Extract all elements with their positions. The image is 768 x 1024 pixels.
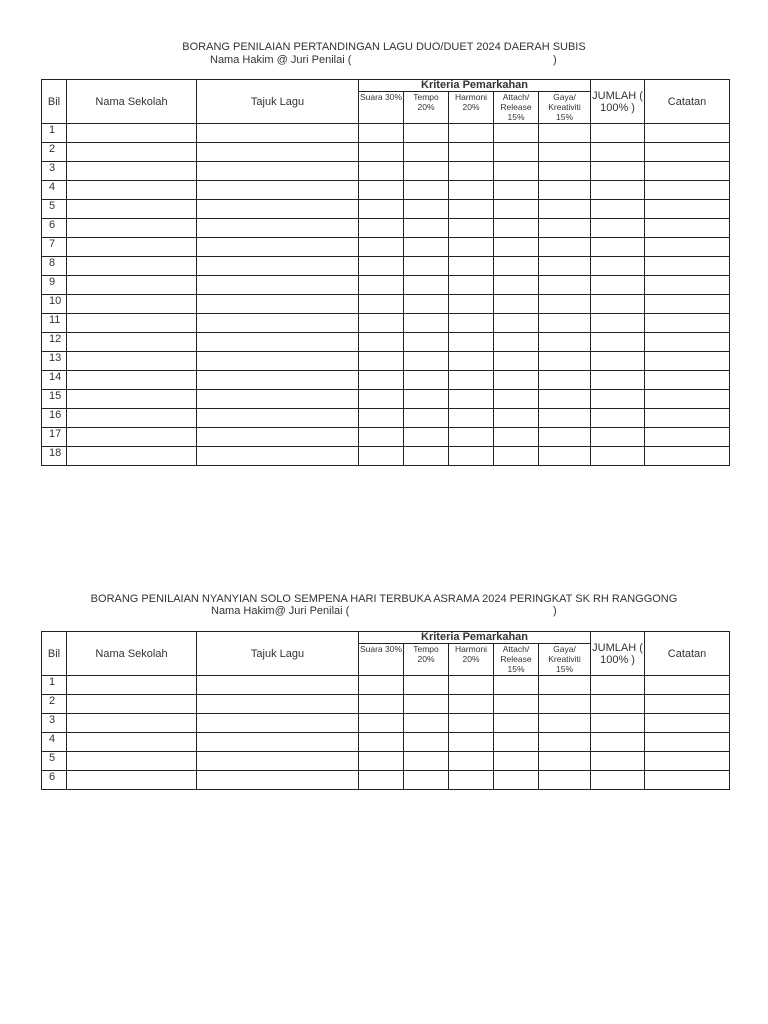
cell-tajuk-lagu[interactable]	[197, 409, 359, 428]
cell-attach-release[interactable]	[494, 181, 539, 200]
cell-attach-release[interactable]	[494, 219, 539, 238]
cell-suara[interactable]	[359, 390, 404, 409]
cell-jumlah[interactable]	[591, 447, 645, 466]
cell-catatan[interactable]	[645, 143, 730, 162]
cell-suara[interactable]	[359, 219, 404, 238]
row-number: 6	[42, 771, 67, 790]
cell-attach-release[interactable]	[494, 257, 539, 276]
cell-jumlah[interactable]	[591, 714, 645, 733]
cell-nama-sekolah[interactable]	[67, 162, 197, 181]
form2-judge-label: Nama Hakim@ Juri Penilai (	[211, 605, 350, 617]
row-number: 9	[42, 276, 67, 295]
table-row	[42, 162, 730, 181]
cell-tempo[interactable]	[404, 714, 449, 733]
header-gaya-kreativiti: Gaya/ Kreativiti 15%	[539, 92, 591, 124]
cell-nama-sekolah[interactable]	[67, 714, 197, 733]
cell-gaya-kreativiti[interactable]	[539, 371, 591, 390]
row-number: 1	[42, 124, 67, 143]
cell-attach-release[interactable]	[494, 695, 539, 714]
cell-catatan[interactable]	[645, 238, 730, 257]
cell-harmoni[interactable]	[449, 257, 494, 276]
table-row	[42, 752, 730, 771]
row-number: 16	[42, 409, 67, 428]
table-row	[42, 200, 730, 219]
cell-jumlah[interactable]	[591, 276, 645, 295]
row-number: 13	[42, 352, 67, 371]
cell-harmoni[interactable]	[449, 352, 494, 371]
cell-gaya-kreativiti[interactable]	[539, 390, 591, 409]
cell-jumlah[interactable]	[591, 314, 645, 333]
cell-jumlah[interactable]	[591, 428, 645, 447]
table-row	[42, 257, 730, 276]
cell-attach-release[interactable]	[494, 143, 539, 162]
form2-score-table	[41, 631, 730, 790]
header-jumlah: JUMLAH ( 100% )	[591, 632, 645, 676]
cell-catatan[interactable]	[645, 200, 730, 219]
cell-harmoni[interactable]	[449, 695, 494, 714]
form1-judge-label: Nama Hakim @ Juri Penilai (	[210, 54, 352, 66]
cell-suara[interactable]	[359, 695, 404, 714]
cell-tempo[interactable]	[404, 409, 449, 428]
table-row	[42, 238, 730, 257]
cell-gaya-kreativiti[interactable]	[539, 143, 591, 162]
cell-attach-release[interactable]	[494, 371, 539, 390]
cell-attach-release[interactable]	[494, 124, 539, 143]
cell-tempo[interactable]	[404, 295, 449, 314]
row-number: 1	[42, 676, 67, 695]
cell-harmoni[interactable]	[449, 752, 494, 771]
cell-nama-sekolah[interactable]	[67, 428, 197, 447]
cell-tempo[interactable]	[404, 276, 449, 295]
cell-tajuk-lagu[interactable]	[197, 219, 359, 238]
cell-attach-release[interactable]	[494, 676, 539, 695]
cell-suara[interactable]	[359, 428, 404, 447]
cell-tajuk-lagu[interactable]	[197, 200, 359, 219]
cell-tempo[interactable]	[404, 733, 449, 752]
table-row	[42, 124, 730, 143]
cell-catatan[interactable]	[645, 124, 730, 143]
cell-catatan[interactable]	[645, 162, 730, 181]
header-gaya-kreativiti: Gaya/ Kreativiti 15%	[539, 644, 591, 676]
row-number: 17	[42, 428, 67, 447]
cell-tajuk-lagu[interactable]	[197, 162, 359, 181]
cell-tajuk-lagu[interactable]	[197, 695, 359, 714]
cell-tempo[interactable]	[404, 257, 449, 276]
cell-suara[interactable]	[359, 295, 404, 314]
header-kriteria: Kriteria Pemarkahan	[359, 632, 591, 644]
header-suara: Suara 30%	[359, 644, 404, 676]
cell-tajuk-lagu[interactable]	[197, 733, 359, 752]
row-number: 3	[42, 162, 67, 181]
cell-suara[interactable]	[359, 371, 404, 390]
cell-suara[interactable]	[359, 447, 404, 466]
cell-jumlah[interactable]	[591, 181, 645, 200]
table-row	[42, 676, 730, 695]
cell-catatan[interactable]	[645, 409, 730, 428]
cell-tempo[interactable]	[404, 200, 449, 219]
cell-suara[interactable]	[359, 143, 404, 162]
cell-attach-release[interactable]	[494, 714, 539, 733]
cell-tajuk-lagu[interactable]	[197, 314, 359, 333]
cell-harmoni[interactable]	[449, 295, 494, 314]
cell-attach-release[interactable]	[494, 352, 539, 371]
table-row	[42, 276, 730, 295]
cell-harmoni[interactable]	[449, 276, 494, 295]
cell-attach-release[interactable]	[494, 314, 539, 333]
cell-gaya-kreativiti[interactable]	[539, 295, 591, 314]
form2-judge-close: )	[553, 605, 557, 617]
cell-nama-sekolah[interactable]	[67, 390, 197, 409]
row-number: 18	[42, 447, 67, 466]
cell-gaya-kreativiti[interactable]	[539, 333, 591, 352]
cell-harmoni[interactable]	[449, 428, 494, 447]
cell-harmoni[interactable]	[449, 333, 494, 352]
cell-attach-release[interactable]	[494, 771, 539, 790]
cell-gaya-kreativiti[interactable]	[539, 162, 591, 181]
cell-tajuk-lagu[interactable]	[197, 714, 359, 733]
cell-nama-sekolah[interactable]	[67, 409, 197, 428]
cell-tempo[interactable]	[404, 162, 449, 181]
cell-nama-sekolah[interactable]	[67, 676, 197, 695]
cell-harmoni[interactable]	[449, 200, 494, 219]
cell-catatan[interactable]	[645, 257, 730, 276]
cell-gaya-kreativiti[interactable]	[539, 181, 591, 200]
cell-attach-release[interactable]	[494, 333, 539, 352]
cell-catatan[interactable]	[645, 371, 730, 390]
header-attach-release: Attach/ Release 15%	[494, 92, 539, 124]
row-number: 5	[42, 200, 67, 219]
header-tajuk-lagu: Tajuk Lagu	[197, 80, 359, 124]
cell-tempo[interactable]	[404, 314, 449, 333]
cell-harmoni[interactable]	[449, 238, 494, 257]
cell-gaya-kreativiti[interactable]	[539, 714, 591, 733]
cell-gaya-kreativiti[interactable]	[539, 695, 591, 714]
cell-nama-sekolah[interactable]	[67, 219, 197, 238]
cell-suara[interactable]	[359, 333, 404, 352]
cell-suara[interactable]	[359, 676, 404, 695]
cell-nama-sekolah[interactable]	[67, 352, 197, 371]
header-tempo: Tempo 20%	[404, 644, 449, 676]
cell-catatan[interactable]	[645, 428, 730, 447]
cell-catatan[interactable]	[645, 695, 730, 714]
cell-gaya-kreativiti[interactable]	[539, 447, 591, 466]
cell-catatan[interactable]	[645, 352, 730, 371]
cell-gaya-kreativiti[interactable]	[539, 238, 591, 257]
cell-tempo[interactable]	[404, 333, 449, 352]
cell-tajuk-lagu[interactable]	[197, 752, 359, 771]
table-row	[42, 181, 730, 200]
cell-tempo[interactable]	[404, 352, 449, 371]
cell-catatan[interactable]	[645, 752, 730, 771]
row-number: 14	[42, 371, 67, 390]
table-row	[42, 428, 730, 447]
cell-suara[interactable]	[359, 733, 404, 752]
cell-nama-sekolah[interactable]	[67, 695, 197, 714]
cell-jumlah[interactable]	[591, 295, 645, 314]
cell-tempo[interactable]	[404, 124, 449, 143]
table-row	[42, 333, 730, 352]
cell-suara[interactable]	[359, 124, 404, 143]
cell-harmoni[interactable]	[449, 181, 494, 200]
header-nama-sekolah: Nama Sekolah	[67, 80, 197, 124]
form1-judge-close: )	[553, 54, 557, 66]
cell-nama-sekolah[interactable]	[67, 124, 197, 143]
header-suara: Suara 30%	[359, 92, 404, 124]
cell-catatan[interactable]	[645, 276, 730, 295]
row-number: 7	[42, 238, 67, 257]
table-row	[42, 295, 730, 314]
header-bil: Bil	[42, 632, 67, 676]
cell-gaya-kreativiti[interactable]	[539, 676, 591, 695]
cell-gaya-kreativiti[interactable]	[539, 276, 591, 295]
table-row	[42, 409, 730, 428]
cell-harmoni[interactable]	[449, 162, 494, 181]
cell-gaya-kreativiti[interactable]	[539, 733, 591, 752]
cell-tempo[interactable]	[404, 676, 449, 695]
row-number: 12	[42, 333, 67, 352]
cell-suara[interactable]	[359, 714, 404, 733]
cell-tempo[interactable]	[404, 390, 449, 409]
cell-nama-sekolah[interactable]	[67, 333, 197, 352]
row-number: 4	[42, 733, 67, 752]
cell-catatan[interactable]	[645, 714, 730, 733]
row-number: 10	[42, 295, 67, 314]
cell-attach-release[interactable]	[494, 238, 539, 257]
cell-harmoni[interactable]	[449, 771, 494, 790]
cell-tempo[interactable]	[404, 143, 449, 162]
cell-tempo[interactable]	[404, 219, 449, 238]
cell-jumlah[interactable]	[591, 124, 645, 143]
cell-catatan[interactable]	[645, 733, 730, 752]
cell-tempo[interactable]	[404, 752, 449, 771]
cell-suara[interactable]	[359, 200, 404, 219]
cell-tajuk-lagu[interactable]	[197, 333, 359, 352]
table-row	[42, 390, 730, 409]
cell-jumlah[interactable]	[591, 676, 645, 695]
cell-harmoni[interactable]	[449, 314, 494, 333]
header-catatan: Catatan	[645, 632, 730, 676]
cell-harmoni[interactable]	[449, 143, 494, 162]
header-nama-sekolah: Nama Sekolah	[67, 632, 197, 676]
cell-nama-sekolah[interactable]	[67, 257, 197, 276]
cell-nama-sekolah[interactable]	[67, 276, 197, 295]
cell-suara[interactable]	[359, 314, 404, 333]
cell-suara[interactable]	[359, 352, 404, 371]
header-tajuk-lagu: Tajuk Lagu	[197, 632, 359, 676]
cell-jumlah[interactable]	[591, 162, 645, 181]
cell-harmoni[interactable]	[449, 390, 494, 409]
cell-tajuk-lagu[interactable]	[197, 428, 359, 447]
cell-attach-release[interactable]	[494, 162, 539, 181]
cell-tajuk-lagu[interactable]	[197, 143, 359, 162]
cell-nama-sekolah[interactable]	[67, 200, 197, 219]
cell-tempo[interactable]	[404, 771, 449, 790]
row-number: 2	[42, 143, 67, 162]
table-row	[42, 695, 730, 714]
header-jumlah: JUMLAH ( 100% )	[591, 80, 645, 124]
cell-attach-release[interactable]	[494, 428, 539, 447]
cell-tajuk-lagu[interactable]	[197, 257, 359, 276]
cell-jumlah[interactable]	[591, 752, 645, 771]
cell-jumlah[interactable]	[591, 200, 645, 219]
cell-catatan[interactable]	[645, 390, 730, 409]
cell-harmoni[interactable]	[449, 676, 494, 695]
cell-gaya-kreativiti[interactable]	[539, 771, 591, 790]
cell-jumlah[interactable]	[591, 257, 645, 276]
cell-harmoni[interactable]	[449, 447, 494, 466]
form1-title: BORANG PENILAIAN PERTANDINGAN LAGU DUO/DUET 2024 DAERAH SUBIS	[182, 41, 586, 53]
cell-catatan[interactable]	[645, 181, 730, 200]
cell-tajuk-lagu[interactable]	[197, 124, 359, 143]
cell-gaya-kreativiti[interactable]	[539, 409, 591, 428]
cell-jumlah[interactable]	[591, 238, 645, 257]
cell-suara[interactable]	[359, 752, 404, 771]
cell-gaya-kreativiti[interactable]	[539, 219, 591, 238]
cell-nama-sekolah[interactable]	[67, 295, 197, 314]
cell-tajuk-lagu[interactable]	[197, 352, 359, 371]
cell-gaya-kreativiti[interactable]	[539, 428, 591, 447]
cell-attach-release[interactable]	[494, 752, 539, 771]
cell-harmoni[interactable]	[449, 219, 494, 238]
cell-tajuk-lagu[interactable]	[197, 447, 359, 466]
table-row	[42, 771, 730, 790]
header-attach-release: Attach/ Release 15%	[494, 644, 539, 676]
cell-suara[interactable]	[359, 276, 404, 295]
cell-catatan[interactable]	[645, 771, 730, 790]
cell-jumlah[interactable]	[591, 352, 645, 371]
header-harmoni: Harmoni 20%	[449, 92, 494, 124]
cell-gaya-kreativiti[interactable]	[539, 352, 591, 371]
cell-nama-sekolah[interactable]	[67, 771, 197, 790]
cell-tajuk-lagu[interactable]	[197, 390, 359, 409]
cell-jumlah[interactable]	[591, 695, 645, 714]
cell-attach-release[interactable]	[494, 447, 539, 466]
row-number: 3	[42, 714, 67, 733]
cell-jumlah[interactable]	[591, 219, 645, 238]
cell-gaya-kreativiti[interactable]	[539, 314, 591, 333]
cell-nama-sekolah[interactable]	[67, 314, 197, 333]
cell-tajuk-lagu[interactable]	[197, 276, 359, 295]
table-row	[42, 371, 730, 390]
cell-suara[interactable]	[359, 257, 404, 276]
cell-tempo[interactable]	[404, 695, 449, 714]
cell-tempo[interactable]	[404, 428, 449, 447]
table-row	[42, 733, 730, 752]
cell-catatan[interactable]	[645, 333, 730, 352]
cell-suara[interactable]	[359, 238, 404, 257]
cell-suara[interactable]	[359, 162, 404, 181]
cell-tempo[interactable]	[404, 181, 449, 200]
table-row	[42, 314, 730, 333]
cell-tempo[interactable]	[404, 371, 449, 390]
header-tempo: Tempo 20%	[404, 92, 449, 124]
cell-nama-sekolah[interactable]	[67, 733, 197, 752]
cell-attach-release[interactable]	[494, 390, 539, 409]
cell-catatan[interactable]	[645, 295, 730, 314]
row-number: 4	[42, 181, 67, 200]
cell-tajuk-lagu[interactable]	[197, 771, 359, 790]
cell-gaya-kreativiti[interactable]	[539, 257, 591, 276]
header-kriteria: Kriteria Pemarkahan	[359, 80, 591, 92]
cell-tempo[interactable]	[404, 447, 449, 466]
cell-catatan[interactable]	[645, 447, 730, 466]
cell-tajuk-lagu[interactable]	[197, 676, 359, 695]
cell-nama-sekolah[interactable]	[67, 752, 197, 771]
cell-nama-sekolah[interactable]	[67, 238, 197, 257]
row-number: 8	[42, 257, 67, 276]
cell-jumlah[interactable]	[591, 143, 645, 162]
cell-attach-release[interactable]	[494, 276, 539, 295]
cell-tajuk-lagu[interactable]	[197, 238, 359, 257]
form2-title: BORANG PENILAIAN NYANYIAN SOLO SEMPENA HARI TERBUKA ASRAMA 2024 PERINGKAT SK RH RANGGONG	[90, 593, 678, 605]
table-row	[42, 447, 730, 466]
cell-gaya-kreativiti[interactable]	[539, 200, 591, 219]
row-number: 2	[42, 695, 67, 714]
cell-attach-release[interactable]	[494, 200, 539, 219]
header-bil: Bil	[42, 80, 67, 124]
cell-harmoni[interactable]	[449, 714, 494, 733]
cell-attach-release[interactable]	[494, 409, 539, 428]
cell-suara[interactable]	[359, 409, 404, 428]
row-number: 6	[42, 219, 67, 238]
header-harmoni: Harmoni 20%	[449, 644, 494, 676]
cell-jumlah[interactable]	[591, 333, 645, 352]
cell-attach-release[interactable]	[494, 295, 539, 314]
cell-gaya-kreativiti[interactable]	[539, 752, 591, 771]
cell-nama-sekolah[interactable]	[67, 371, 197, 390]
row-number: 5	[42, 752, 67, 771]
cell-nama-sekolah[interactable]	[67, 143, 197, 162]
cell-suara[interactable]	[359, 771, 404, 790]
table-row	[42, 143, 730, 162]
cell-nama-sekolah[interactable]	[67, 181, 197, 200]
cell-jumlah[interactable]	[591, 771, 645, 790]
cell-harmoni[interactable]	[449, 371, 494, 390]
cell-tajuk-lagu[interactable]	[197, 181, 359, 200]
table-row	[42, 219, 730, 238]
row-number: 15	[42, 390, 67, 409]
cell-nama-sekolah[interactable]	[67, 447, 197, 466]
cell-catatan[interactable]	[645, 314, 730, 333]
form1-score-table	[41, 79, 730, 466]
cell-jumlah[interactable]	[591, 409, 645, 428]
cell-tajuk-lagu[interactable]	[197, 371, 359, 390]
cell-jumlah[interactable]	[591, 390, 645, 409]
cell-harmoni[interactable]	[449, 733, 494, 752]
cell-gaya-kreativiti[interactable]	[539, 124, 591, 143]
cell-catatan[interactable]	[645, 676, 730, 695]
cell-harmoni[interactable]	[449, 409, 494, 428]
header-catatan: Catatan	[645, 80, 730, 124]
cell-suara[interactable]	[359, 181, 404, 200]
table-row	[42, 714, 730, 733]
cell-tempo[interactable]	[404, 238, 449, 257]
table-row	[42, 352, 730, 371]
cell-attach-release[interactable]	[494, 733, 539, 752]
cell-harmoni[interactable]	[449, 124, 494, 143]
cell-jumlah[interactable]	[591, 733, 645, 752]
cell-jumlah[interactable]	[591, 371, 645, 390]
cell-tajuk-lagu[interactable]	[197, 295, 359, 314]
row-number: 11	[42, 314, 67, 333]
cell-catatan[interactable]	[645, 219, 730, 238]
